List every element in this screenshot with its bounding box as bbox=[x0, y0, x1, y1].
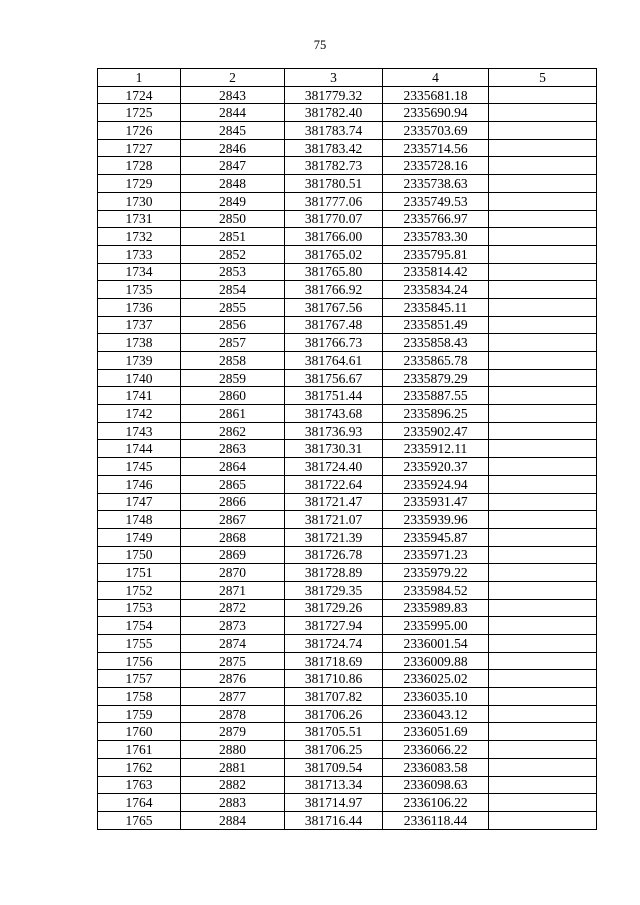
point-number-cell: 1739 bbox=[98, 352, 181, 370]
y-coordinate-cell: 2335945.87 bbox=[383, 528, 489, 546]
x-coordinate-cell: 381743.68 bbox=[285, 405, 383, 423]
point-number-cell: 1727 bbox=[98, 139, 181, 157]
note-cell bbox=[489, 405, 597, 423]
x-coordinate-cell: 381782.40 bbox=[285, 104, 383, 122]
point-number-cell: 1746 bbox=[98, 475, 181, 493]
x-coordinate-cell: 381724.74 bbox=[285, 635, 383, 653]
x-coordinate-cell: 381766.73 bbox=[285, 334, 383, 352]
index-cell: 2865 bbox=[181, 475, 285, 493]
index-cell: 2881 bbox=[181, 758, 285, 776]
table-row bbox=[98, 776, 597, 794]
x-coordinate-cell: 381705.51 bbox=[285, 723, 383, 741]
index-cell: 2849 bbox=[181, 192, 285, 210]
table-row bbox=[98, 670, 597, 688]
y-coordinate-cell: 2335971.23 bbox=[383, 546, 489, 564]
x-coordinate-cell: 381779.32 bbox=[285, 86, 383, 104]
index-cell: 2866 bbox=[181, 493, 285, 511]
point-number-cell: 1740 bbox=[98, 369, 181, 387]
point-number-cell: 1742 bbox=[98, 405, 181, 423]
y-coordinate-cell: 2335989.83 bbox=[383, 599, 489, 617]
note-cell bbox=[489, 192, 597, 210]
y-coordinate-cell: 2335887.55 bbox=[383, 387, 489, 405]
index-cell: 2853 bbox=[181, 263, 285, 281]
y-coordinate-cell: 2336106.22 bbox=[383, 794, 489, 812]
index-cell: 2847 bbox=[181, 157, 285, 175]
index-cell: 2875 bbox=[181, 652, 285, 670]
x-coordinate-cell: 381707.82 bbox=[285, 688, 383, 706]
note-cell bbox=[489, 564, 597, 582]
table-row bbox=[98, 405, 597, 423]
x-coordinate-cell: 381783.42 bbox=[285, 139, 383, 157]
index-cell: 2850 bbox=[181, 210, 285, 228]
table-row bbox=[98, 635, 597, 653]
x-coordinate-cell: 381766.00 bbox=[285, 228, 383, 246]
note-cell bbox=[489, 422, 597, 440]
point-number-cell: 1758 bbox=[98, 688, 181, 706]
index-cell: 2869 bbox=[181, 546, 285, 564]
y-coordinate-cell: 2336001.54 bbox=[383, 635, 489, 653]
y-coordinate-cell: 2335924.94 bbox=[383, 475, 489, 493]
point-number-cell: 1729 bbox=[98, 175, 181, 193]
y-coordinate-cell: 2335912.11 bbox=[383, 440, 489, 458]
note-cell bbox=[489, 776, 597, 794]
point-number-cell: 1733 bbox=[98, 245, 181, 263]
table-row bbox=[98, 122, 597, 140]
coordinates-table bbox=[97, 68, 597, 830]
note-cell bbox=[489, 298, 597, 316]
note-cell bbox=[489, 369, 597, 387]
table-row bbox=[98, 175, 597, 193]
table-row bbox=[98, 617, 597, 635]
note-cell bbox=[489, 245, 597, 263]
y-coordinate-cell: 2336118.44 bbox=[383, 811, 489, 829]
y-coordinate-cell: 2336066.22 bbox=[383, 741, 489, 759]
x-coordinate-cell: 381721.07 bbox=[285, 511, 383, 529]
index-cell: 2858 bbox=[181, 352, 285, 370]
index-cell: 2879 bbox=[181, 723, 285, 741]
note-cell bbox=[489, 493, 597, 511]
y-coordinate-cell: 2335749.53 bbox=[383, 192, 489, 210]
index-cell: 2852 bbox=[181, 245, 285, 263]
table-row bbox=[98, 511, 597, 529]
index-cell: 2846 bbox=[181, 139, 285, 157]
index-cell: 2848 bbox=[181, 175, 285, 193]
table-row bbox=[98, 352, 597, 370]
x-coordinate-cell: 381710.86 bbox=[285, 670, 383, 688]
point-number-cell: 1736 bbox=[98, 298, 181, 316]
y-coordinate-cell: 2335931.47 bbox=[383, 493, 489, 511]
x-coordinate-cell: 381716.44 bbox=[285, 811, 383, 829]
point-number-cell: 1726 bbox=[98, 122, 181, 140]
note-cell bbox=[489, 670, 597, 688]
index-cell: 2859 bbox=[181, 369, 285, 387]
table-row bbox=[98, 157, 597, 175]
point-number-cell: 1744 bbox=[98, 440, 181, 458]
table-row bbox=[98, 493, 597, 511]
note-cell bbox=[489, 281, 597, 299]
table-row bbox=[98, 192, 597, 210]
note-cell bbox=[489, 122, 597, 140]
x-coordinate-cell: 381706.26 bbox=[285, 705, 383, 723]
point-number-cell: 1741 bbox=[98, 387, 181, 405]
index-cell: 2870 bbox=[181, 564, 285, 582]
index-cell: 2862 bbox=[181, 422, 285, 440]
table-row bbox=[98, 422, 597, 440]
table-row bbox=[98, 581, 597, 599]
x-coordinate-cell: 381767.48 bbox=[285, 316, 383, 334]
table-row bbox=[98, 228, 597, 246]
note-cell bbox=[489, 581, 597, 599]
table-row bbox=[98, 369, 597, 387]
x-coordinate-cell: 381709.54 bbox=[285, 758, 383, 776]
note-cell bbox=[489, 617, 597, 635]
x-coordinate-cell: 381727.94 bbox=[285, 617, 383, 635]
point-number-cell: 1749 bbox=[98, 528, 181, 546]
point-number-cell: 1763 bbox=[98, 776, 181, 794]
y-coordinate-cell: 2335879.29 bbox=[383, 369, 489, 387]
point-number-cell: 1728 bbox=[98, 157, 181, 175]
note-cell bbox=[489, 316, 597, 334]
table-row bbox=[98, 705, 597, 723]
table-row bbox=[98, 758, 597, 776]
point-number-cell: 1731 bbox=[98, 210, 181, 228]
note-cell bbox=[489, 511, 597, 529]
point-number-cell: 1734 bbox=[98, 263, 181, 281]
index-cell: 2868 bbox=[181, 528, 285, 546]
table-row bbox=[98, 334, 597, 352]
point-number-cell: 1760 bbox=[98, 723, 181, 741]
y-coordinate-cell: 2335939.96 bbox=[383, 511, 489, 529]
x-coordinate-cell: 381766.92 bbox=[285, 281, 383, 299]
table-row bbox=[98, 263, 597, 281]
point-number-cell: 1737 bbox=[98, 316, 181, 334]
y-coordinate-cell: 2335690.94 bbox=[383, 104, 489, 122]
note-cell bbox=[489, 652, 597, 670]
table-row bbox=[98, 794, 597, 812]
x-coordinate-cell: 381721.47 bbox=[285, 493, 383, 511]
y-coordinate-cell: 2335795.81 bbox=[383, 245, 489, 263]
index-cell: 2877 bbox=[181, 688, 285, 706]
y-coordinate-cell: 2335858.43 bbox=[383, 334, 489, 352]
index-cell: 2851 bbox=[181, 228, 285, 246]
column-header-5: 5 bbox=[489, 69, 597, 87]
point-number-cell: 1725 bbox=[98, 104, 181, 122]
point-number-cell: 1765 bbox=[98, 811, 181, 829]
point-number-cell: 1762 bbox=[98, 758, 181, 776]
x-coordinate-cell: 381765.02 bbox=[285, 245, 383, 263]
point-number-cell: 1753 bbox=[98, 599, 181, 617]
x-coordinate-cell: 381726.78 bbox=[285, 546, 383, 564]
page-number: 75 bbox=[313, 38, 327, 52]
point-number-cell: 1732 bbox=[98, 228, 181, 246]
y-coordinate-cell: 2335834.24 bbox=[383, 281, 489, 299]
y-coordinate-cell: 2335738.63 bbox=[383, 175, 489, 193]
index-cell: 2871 bbox=[181, 581, 285, 599]
index-cell: 2883 bbox=[181, 794, 285, 812]
note-cell bbox=[489, 86, 597, 104]
index-cell: 2860 bbox=[181, 387, 285, 405]
point-number-cell: 1755 bbox=[98, 635, 181, 653]
note-cell bbox=[489, 210, 597, 228]
table-row bbox=[98, 86, 597, 104]
y-coordinate-cell: 2336025.02 bbox=[383, 670, 489, 688]
table-row bbox=[98, 475, 597, 493]
note-cell bbox=[489, 334, 597, 352]
table-row bbox=[98, 104, 597, 122]
y-coordinate-cell: 2335995.00 bbox=[383, 617, 489, 635]
point-number-cell: 1730 bbox=[98, 192, 181, 210]
x-coordinate-cell: 381729.26 bbox=[285, 599, 383, 617]
index-cell: 2878 bbox=[181, 705, 285, 723]
y-coordinate-cell: 2335865.78 bbox=[383, 352, 489, 370]
table-row bbox=[98, 245, 597, 263]
table-row bbox=[98, 688, 597, 706]
y-coordinate-cell: 2335896.25 bbox=[383, 405, 489, 423]
x-coordinate-cell: 381756.67 bbox=[285, 369, 383, 387]
point-number-cell: 1724 bbox=[98, 86, 181, 104]
x-coordinate-cell: 381729.35 bbox=[285, 581, 383, 599]
y-coordinate-cell: 2335902.47 bbox=[383, 422, 489, 440]
index-cell: 2856 bbox=[181, 316, 285, 334]
note-cell bbox=[489, 723, 597, 741]
note-cell bbox=[489, 758, 597, 776]
y-coordinate-cell: 2335814.42 bbox=[383, 263, 489, 281]
index-cell: 2854 bbox=[181, 281, 285, 299]
y-coordinate-cell: 2336051.69 bbox=[383, 723, 489, 741]
note-cell bbox=[489, 387, 597, 405]
note-cell bbox=[489, 352, 597, 370]
x-coordinate-cell: 381777.06 bbox=[285, 192, 383, 210]
y-coordinate-cell: 2335920.37 bbox=[383, 458, 489, 476]
table-row bbox=[98, 298, 597, 316]
note-cell bbox=[489, 263, 597, 281]
table-row bbox=[98, 281, 597, 299]
y-coordinate-cell: 2335681.18 bbox=[383, 86, 489, 104]
table-row bbox=[98, 652, 597, 670]
table-row bbox=[98, 546, 597, 564]
x-coordinate-cell: 381751.44 bbox=[285, 387, 383, 405]
table-row bbox=[98, 723, 597, 741]
table-row bbox=[98, 210, 597, 228]
index-cell: 2873 bbox=[181, 617, 285, 635]
x-coordinate-cell: 381770.07 bbox=[285, 210, 383, 228]
point-number-cell: 1747 bbox=[98, 493, 181, 511]
table-body bbox=[98, 86, 597, 829]
table-row bbox=[98, 564, 597, 582]
table-row bbox=[98, 458, 597, 476]
index-cell: 2844 bbox=[181, 104, 285, 122]
note-cell bbox=[489, 794, 597, 812]
point-number-cell: 1743 bbox=[98, 422, 181, 440]
table-row bbox=[98, 741, 597, 759]
note-cell bbox=[489, 546, 597, 564]
y-coordinate-cell: 2335766.97 bbox=[383, 210, 489, 228]
y-coordinate-cell: 2336035.10 bbox=[383, 688, 489, 706]
x-coordinate-cell: 381721.39 bbox=[285, 528, 383, 546]
index-cell: 2880 bbox=[181, 741, 285, 759]
note-cell bbox=[489, 228, 597, 246]
index-cell: 2874 bbox=[181, 635, 285, 653]
table-row bbox=[98, 599, 597, 617]
point-number-cell: 1759 bbox=[98, 705, 181, 723]
y-coordinate-cell: 2335783.30 bbox=[383, 228, 489, 246]
point-number-cell: 1748 bbox=[98, 511, 181, 529]
note-cell bbox=[489, 175, 597, 193]
table-row bbox=[98, 528, 597, 546]
point-number-cell: 1764 bbox=[98, 794, 181, 812]
column-header-4: 4 bbox=[383, 69, 489, 87]
note-cell bbox=[489, 157, 597, 175]
index-cell: 2863 bbox=[181, 440, 285, 458]
y-coordinate-cell: 2336009.88 bbox=[383, 652, 489, 670]
y-coordinate-cell: 2335979.22 bbox=[383, 564, 489, 582]
x-coordinate-cell: 381718.69 bbox=[285, 652, 383, 670]
x-coordinate-cell: 381728.89 bbox=[285, 564, 383, 582]
table-row bbox=[98, 811, 597, 829]
index-cell: 2845 bbox=[181, 122, 285, 140]
x-coordinate-cell: 381713.34 bbox=[285, 776, 383, 794]
index-cell: 2884 bbox=[181, 811, 285, 829]
x-coordinate-cell: 381706.25 bbox=[285, 741, 383, 759]
table-header-row bbox=[98, 69, 597, 87]
note-cell bbox=[489, 528, 597, 546]
point-number-cell: 1738 bbox=[98, 334, 181, 352]
column-header-1: 1 bbox=[98, 69, 181, 87]
point-number-cell: 1750 bbox=[98, 546, 181, 564]
table-row bbox=[98, 387, 597, 405]
point-number-cell: 1761 bbox=[98, 741, 181, 759]
point-number-cell: 1751 bbox=[98, 564, 181, 582]
x-coordinate-cell: 381764.61 bbox=[285, 352, 383, 370]
point-number-cell: 1757 bbox=[98, 670, 181, 688]
y-coordinate-cell: 2335851.49 bbox=[383, 316, 489, 334]
column-header-2: 2 bbox=[181, 69, 285, 87]
note-cell bbox=[489, 599, 597, 617]
note-cell bbox=[489, 688, 597, 706]
point-number-cell: 1754 bbox=[98, 617, 181, 635]
index-cell: 2861 bbox=[181, 405, 285, 423]
x-coordinate-cell: 381782.73 bbox=[285, 157, 383, 175]
x-coordinate-cell: 381736.93 bbox=[285, 422, 383, 440]
index-cell: 2843 bbox=[181, 86, 285, 104]
y-coordinate-cell: 2336098.63 bbox=[383, 776, 489, 794]
y-coordinate-cell: 2335714.56 bbox=[383, 139, 489, 157]
index-cell: 2872 bbox=[181, 599, 285, 617]
point-number-cell: 1756 bbox=[98, 652, 181, 670]
index-cell: 2867 bbox=[181, 511, 285, 529]
note-cell bbox=[489, 705, 597, 723]
point-number-cell: 1752 bbox=[98, 581, 181, 599]
note-cell bbox=[489, 475, 597, 493]
x-coordinate-cell: 381724.40 bbox=[285, 458, 383, 476]
index-cell: 2882 bbox=[181, 776, 285, 794]
index-cell: 2857 bbox=[181, 334, 285, 352]
index-cell: 2876 bbox=[181, 670, 285, 688]
table-row bbox=[98, 440, 597, 458]
note-cell bbox=[489, 635, 597, 653]
x-coordinate-cell: 381765.80 bbox=[285, 263, 383, 281]
table-row bbox=[98, 316, 597, 334]
note-cell bbox=[489, 811, 597, 829]
index-cell: 2855 bbox=[181, 298, 285, 316]
note-cell bbox=[489, 104, 597, 122]
note-cell bbox=[489, 458, 597, 476]
x-coordinate-cell: 381714.97 bbox=[285, 794, 383, 812]
note-cell bbox=[489, 741, 597, 759]
note-cell bbox=[489, 139, 597, 157]
point-number-cell: 1745 bbox=[98, 458, 181, 476]
index-cell: 2864 bbox=[181, 458, 285, 476]
y-coordinate-cell: 2335845.11 bbox=[383, 298, 489, 316]
x-coordinate-cell: 381730.31 bbox=[285, 440, 383, 458]
x-coordinate-cell: 381783.74 bbox=[285, 122, 383, 140]
y-coordinate-cell: 2335703.69 bbox=[383, 122, 489, 140]
x-coordinate-cell: 381722.64 bbox=[285, 475, 383, 493]
y-coordinate-cell: 2336043.12 bbox=[383, 705, 489, 723]
table-row bbox=[98, 139, 597, 157]
y-coordinate-cell: 2336083.58 bbox=[383, 758, 489, 776]
x-coordinate-cell: 381780.51 bbox=[285, 175, 383, 193]
y-coordinate-cell: 2335728.16 bbox=[383, 157, 489, 175]
x-coordinate-cell: 381767.56 bbox=[285, 298, 383, 316]
y-coordinate-cell: 2335984.52 bbox=[383, 581, 489, 599]
note-cell bbox=[489, 440, 597, 458]
column-header-3: 3 bbox=[285, 69, 383, 87]
point-number-cell: 1735 bbox=[98, 281, 181, 299]
